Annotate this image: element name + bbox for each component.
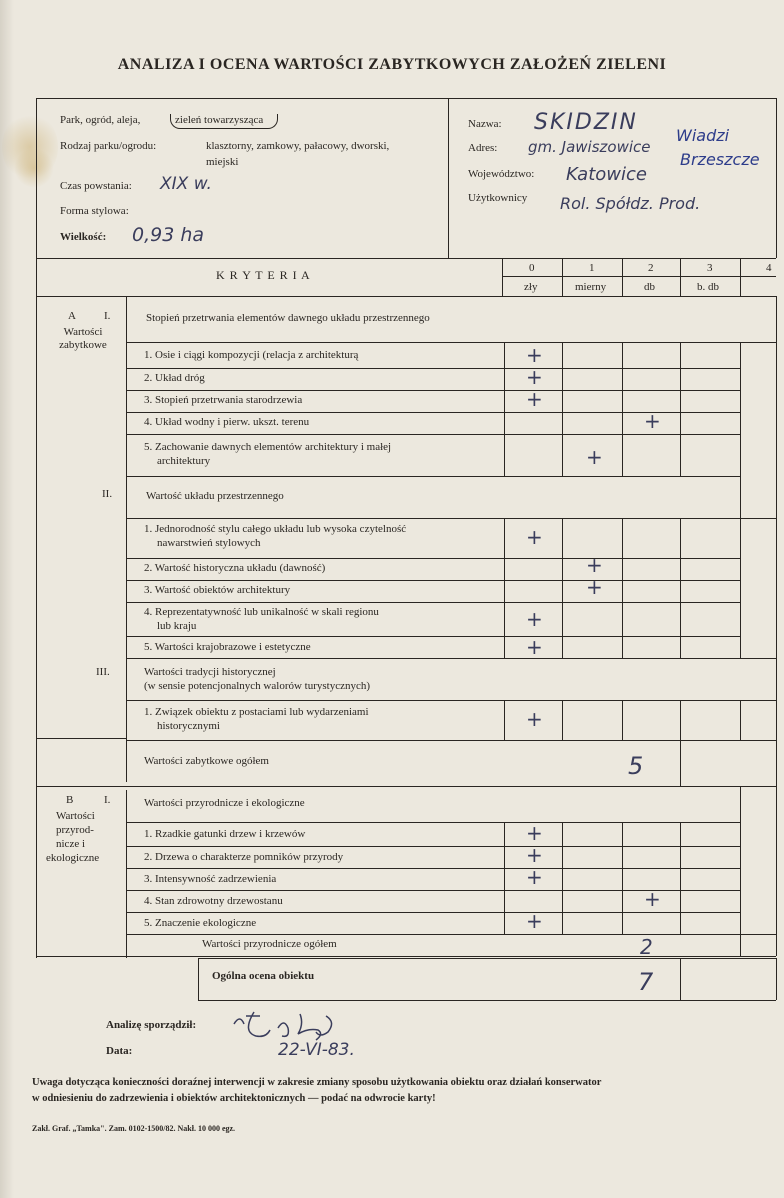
row-b-3: 3. Intensywność zadrzewienia: [144, 873, 277, 885]
uzytkownicy-label: Użytkownicy: [468, 192, 528, 204]
rating-mark: +: [586, 553, 603, 577]
prepared-label: Analizę sporządził:: [106, 1019, 197, 1031]
row-a2-2: 2. Wartość historyczna układu (dawność): [144, 562, 326, 574]
row-a1-5: 5. Zachowanie dawnych elementów architektury i małej: [144, 441, 392, 453]
section-a-title: Wartości zabytkowe: [59, 326, 107, 351]
row-a2-5: 5. Wartości krajobrazowe i estetyczne: [144, 641, 311, 653]
park-type-selected: zieleń towarzysząca: [170, 114, 278, 129]
rating-mark: +: [526, 635, 543, 659]
print-info: Zakł. Graf. „Tamka". Zam. 0102-1500/82. Nakł. 10 000 egz.: [32, 1124, 236, 1133]
row-b-2: 2. Drzewa o charakterze pomników przyrody: [144, 851, 344, 863]
park-type-label: Park, ogród, aleja,: [60, 114, 141, 126]
group-b-title: Wartości przyrodnicze i ekologiczne: [144, 797, 305, 809]
rating-mark: +: [526, 343, 543, 367]
row-a2-4: 4. Reprezentatywność lub unikalność w skali regionu: [144, 606, 379, 618]
adres-label: Adres:: [468, 142, 498, 154]
rating-mark: +: [526, 821, 543, 845]
group-a1-title: Stopień przetrwania elementów dawnego układu przestrzennego: [146, 312, 430, 324]
row-a1-4: 4. Układ wodny i pierw. ukszt. terenu: [144, 416, 310, 428]
col-num-2: 2: [648, 262, 654, 274]
col-num-3: 3: [707, 262, 713, 274]
rating-mark: +: [526, 607, 543, 631]
rating-mark: +: [644, 409, 661, 433]
row-a1-3: 3. Stopień przetrwania starodrzewia: [144, 394, 303, 406]
col-label-1: mierny: [575, 281, 607, 293]
section-a-letter: A: [68, 310, 76, 322]
rating-mark: +: [526, 843, 543, 867]
row-a3-1b: historycznymi: [157, 720, 220, 732]
row-a3-1: 1. Związek obiektu z postaciami lub wydarzeniami: [144, 706, 369, 718]
row-b-4: 4. Stan zdrowotny drzewostanu: [144, 895, 283, 907]
b-total-value: 2: [640, 935, 653, 959]
rating-mark: +: [526, 387, 543, 411]
rating-mark: +: [586, 575, 603, 599]
page-title: ANALIZA I OCENA WARTOŚCI ZABYTKOWYCH ZAŁOŻEŃ ZIELENI: [117, 56, 667, 73]
col-label-0: zły: [524, 281, 538, 293]
row-a2-1: 1. Jednorodność stylu całego układu lub wysoka czytelność: [144, 523, 407, 535]
row-b-5: 5. Znaczenie ekologiczne: [144, 917, 257, 929]
adres-value: gm. Jawiszowice: [528, 138, 651, 156]
col-num-4: 4: [766, 262, 772, 274]
overall-value: 7: [638, 968, 654, 996]
uzytkownicy-value: Rol. Spółdz. Prod.: [560, 194, 701, 213]
rodzaj-options: klasztorny, zamkowy, pałacowy, dworski,: [206, 140, 390, 152]
row-a1-1: 1. Osie i ciągi kompozycji (relacja z architekturą: [144, 349, 359, 361]
rating-mark: +: [586, 445, 603, 469]
rodzaj-options-2: miejski: [206, 156, 239, 168]
row-a1-2: 2. Układ dróg: [144, 372, 205, 384]
row-a1-5b: architektury: [157, 455, 211, 467]
section-b-roman: I.: [104, 794, 111, 806]
group-a3-title: Wartości tradycji historycznej: [144, 666, 276, 678]
nazwa-extra: Wiadzi: [676, 126, 730, 145]
rating-mark: +: [644, 887, 661, 911]
section-b-title-3: nicze i: [56, 838, 86, 850]
rating-mark: +: [526, 365, 543, 389]
date-value: 22-VI-83.: [278, 1040, 355, 1060]
wielkosc-value: 0,93 ha: [132, 224, 205, 246]
wielkosc-label: Wielkość:: [60, 231, 107, 243]
nazwa-label: Nazwa:: [468, 118, 502, 130]
czas-label: Czas powstania:: [60, 180, 132, 192]
nazwa-value: SKIDZIN: [534, 110, 638, 135]
note-line-2: w odniesieniu do zadrzewienia i obiektów architektonicznych — podać na odwrocie karty!: [32, 1093, 436, 1104]
group-a3-roman: III.: [96, 666, 110, 678]
col-label-2: db: [644, 281, 655, 293]
row-a2-3: 3. Wartość obiektów architektury: [144, 584, 291, 596]
rodzaj-label: Rodzaj parku/ogrodu:: [60, 140, 157, 152]
adres-extra: Brzeszcze: [680, 150, 760, 169]
stain-mark: [14, 148, 54, 188]
wojewodztwo-label: Województwo:: [468, 168, 535, 180]
page-edge: [0, 0, 14, 1198]
section-b-title-2: przyrod-: [56, 824, 94, 836]
col-num-0: 0: [529, 262, 535, 274]
row-a2-1b: nawarstwień stylowych: [157, 537, 261, 549]
rating-mark: +: [526, 909, 543, 933]
row-b-1: 1. Rzadkie gatunki drzew i krzewów: [144, 828, 306, 840]
note-line-1: Uwaga dotycząca konieczności doraźnej interwencji w zakresie zmiany sposobu użytkowania obiektu oraz działań konserwator: [32, 1077, 602, 1088]
rating-mark: +: [526, 707, 543, 731]
a-total-label: Wartości zabytkowe ogółem: [144, 755, 269, 767]
group-a2-roman: II.: [102, 488, 113, 500]
group-a2-title: Wartość układu przestrzennego: [146, 490, 284, 502]
section-a-roman: I.: [104, 310, 111, 322]
a-total-value: 5: [628, 752, 644, 780]
b-total-label: Wartości przyrodnicze ogółem: [202, 938, 337, 950]
wojewodztwo-value: Katowice: [566, 164, 647, 185]
date-label: Data:: [106, 1045, 133, 1057]
section-b-title-1: Wartości: [56, 810, 95, 822]
czas-value: XIX w.: [160, 174, 212, 194]
overall-label: Ogólna ocena obiektu: [212, 970, 315, 982]
row-a2-4b: lub kraju: [157, 620, 197, 632]
criteria-label: K R Y T E R I A: [216, 268, 311, 282]
forma-label: Forma stylowa:: [60, 205, 129, 217]
col-label-3: b. db: [697, 281, 719, 293]
section-b-title-4: ekologiczne: [46, 852, 100, 864]
rating-mark: +: [526, 865, 543, 889]
group-a3-title2: (w sensie potencjonalnych walorów turystycznych): [144, 680, 371, 692]
section-b-letter: B: [66, 794, 74, 806]
col-num-1: 1: [589, 262, 595, 274]
rating-mark: +: [526, 525, 543, 549]
